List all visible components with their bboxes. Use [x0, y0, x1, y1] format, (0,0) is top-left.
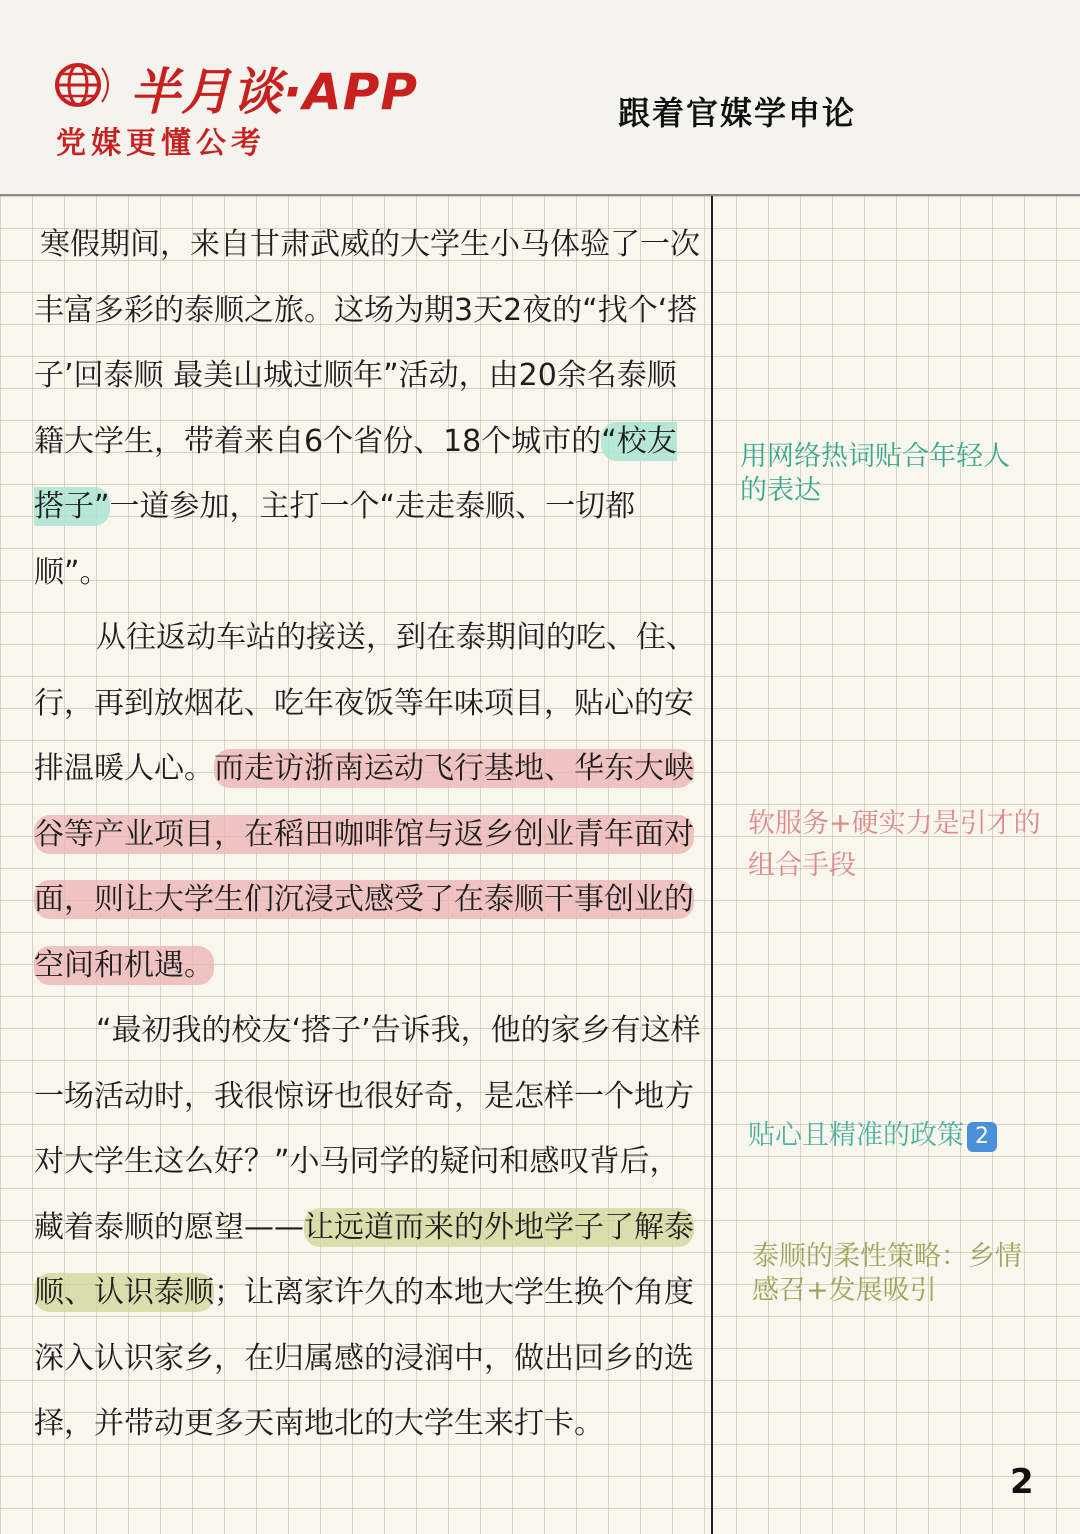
highlight-olive: 让远道而来的外地学子了解泰顺、认识泰顺	[34, 1209, 694, 1310]
paragraph-2	[34, 605, 702, 998]
page-number: 2	[1010, 1462, 1034, 1502]
paragraph-3-text-a: “最初我的校友‘搭子’告诉我，他的家乡有这样一场活动时，我很惊讶也很好奇，是怎样一个地方对大学生这么好？”小马同学的疑问和感叹背后，藏着泰顺的愿望——	[34, 1013, 701, 1245]
article-body	[34, 212, 702, 1457]
highlight-pink: 而走访浙南运动飞行基地、华东大峡谷等产业项目，在稻田咖啡馆与返乡创业青年面对面，则让大学生们沉浸式感受了在泰顺干事创业的空间和机遇。	[34, 751, 694, 983]
paragraph-1-text-a: 寒假期间，来自甘肃武威的大学生小马体验了一次丰富多彩的泰顺之旅。这场为期3天2夜的“找个‘搭子’回泰顺 最美山城过顺年”活动，由20余名泰顺籍大学生，带着来自6个省份、18个城市的	[34, 227, 700, 459]
margin-note-4: 泰顺的柔性策略：乡情感召+发展吸引	[752, 1241, 1022, 1306]
number-badge-icon: 2	[967, 1122, 997, 1152]
paragraph-3-text-b: ；让离家许久的本地大学生换个角度深入认识家乡，在归属感的浸润中，做出回乡的选择，并带动更多天南地北的大学生来打卡。	[34, 1275, 694, 1441]
page-title: 跟着官媒学申论	[618, 94, 857, 132]
margin-note-1: 用网络热词贴合年轻人的表达	[740, 441, 1010, 506]
paragraph-1	[34, 212, 702, 605]
margin-note-3-text: 贴心且精准的政策	[748, 1120, 964, 1151]
highlight-teal: “校友搭子”	[34, 423, 677, 524]
margin-note-2: 软服务+硬实力是引才的组合手段	[748, 808, 1041, 881]
brand-slogan: 党媒更懂公考	[56, 126, 266, 161]
brand-name: 半月谈·APP	[130, 63, 418, 121]
margin-note-3	[748, 1119, 1048, 1153]
paragraph-3	[34, 998, 702, 1457]
page-header	[0, 0, 1080, 196]
globe-logo-icon	[54, 62, 116, 108]
column-divider	[711, 196, 713, 1534]
paragraph-2-text-a: 从往返动车站的接送，到在泰期间的吃、住、行，再到放烟花、吃年夜饭等年味项目，贴心的安排温暖人心。	[34, 620, 696, 786]
paragraph-1-text-b: 一道参加，主打一个“走走泰顺、一切都顺”。	[34, 489, 636, 590]
